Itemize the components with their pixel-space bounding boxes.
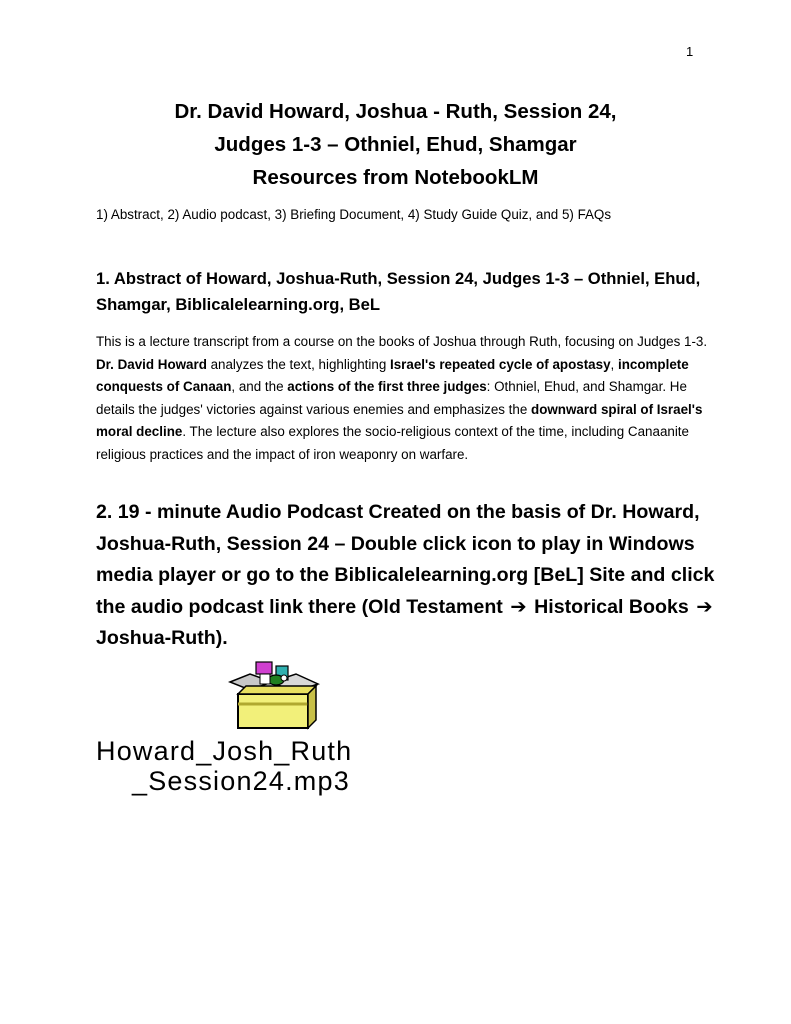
audio-filename-line-2: _Session24.mp3 bbox=[132, 766, 350, 796]
breadcrumb-historical-books: Historical Books bbox=[528, 595, 695, 618]
title-line-3: Resources from NotebookLM bbox=[252, 166, 539, 189]
abstract-text-3: , bbox=[610, 356, 618, 372]
document-title bbox=[0, 95, 791, 194]
abstract-bold-4: actions of the first three judges bbox=[287, 379, 487, 395]
abstract-text-5: : Othniel, Ehud, and Shamgar. He details the judges' victories against various enemies and emphasizes the bbox=[96, 379, 687, 417]
abstract-text-4: , and the bbox=[231, 379, 288, 395]
abstract-bold-5: downward spiral of Israel's moral decline bbox=[96, 401, 703, 440]
audio-package-icon-graphic bbox=[220, 660, 328, 730]
abstract-text-1: This is a lecture transcript from a course on the books of Joshua through Ruth, focusing on Judges 1-3. bbox=[96, 334, 708, 349]
abstract-bold-2: Israel's repeated cycle of apostasy bbox=[390, 356, 611, 372]
abstract-bold-1: Dr. David Howard bbox=[96, 356, 207, 372]
audio-filename-line-1: Howard_Josh_Ruth bbox=[96, 736, 353, 766]
title-line-2: Judges 1-3 – Othniel, Ehud, Shamgar bbox=[214, 133, 577, 156]
breadcrumb-joshua-ruth: Joshua-Ruth). bbox=[96, 627, 228, 649]
resources-list: 1) Abstract, 2) Audio podcast, 3) Briefing Document, 4) Study Guide Quiz, and 5) FAQs bbox=[96, 207, 612, 222]
abstract-text-6: . The lecture also explores the socio-religious context of the time, including Canaanite religious practices and the impact of iron weaponry on warfare. bbox=[96, 424, 689, 462]
page-number: 1 bbox=[686, 44, 694, 59]
abstract-bold-3: incomplete conquests of Canaan bbox=[96, 356, 689, 395]
audio-package-icon[interactable] bbox=[220, 660, 328, 730]
arrow-right-icon: ➔ bbox=[510, 595, 527, 618]
abstract-text-2: analyzes the text, highlighting bbox=[206, 356, 390, 372]
section-2-heading bbox=[96, 497, 716, 655]
audio-file-link[interactable] bbox=[96, 736, 466, 796]
title-line-1: Dr. David Howard, Joshua - Ruth, Session 24, bbox=[174, 100, 617, 123]
abstract-paragraph bbox=[96, 331, 712, 467]
section-2-main-text: 2. 19 - minute Audio Podcast Created on the basis of Dr. Howard, Joshua-Ruth, Session 24 – Double click icon to play in Windows media player or go to the Biblicalelearning.org [BeL] Site and click the audio podcast link there (Old Testament bbox=[96, 501, 715, 618]
arrow-right-icon: ➔ bbox=[696, 595, 713, 618]
section-1-heading: 1. Abstract of Howard, Joshua-Ruth, Session 24, Judges 1-3 – Othniel, Ehud, Shamgar, Biblicalelearning.org, BeL bbox=[96, 269, 701, 314]
